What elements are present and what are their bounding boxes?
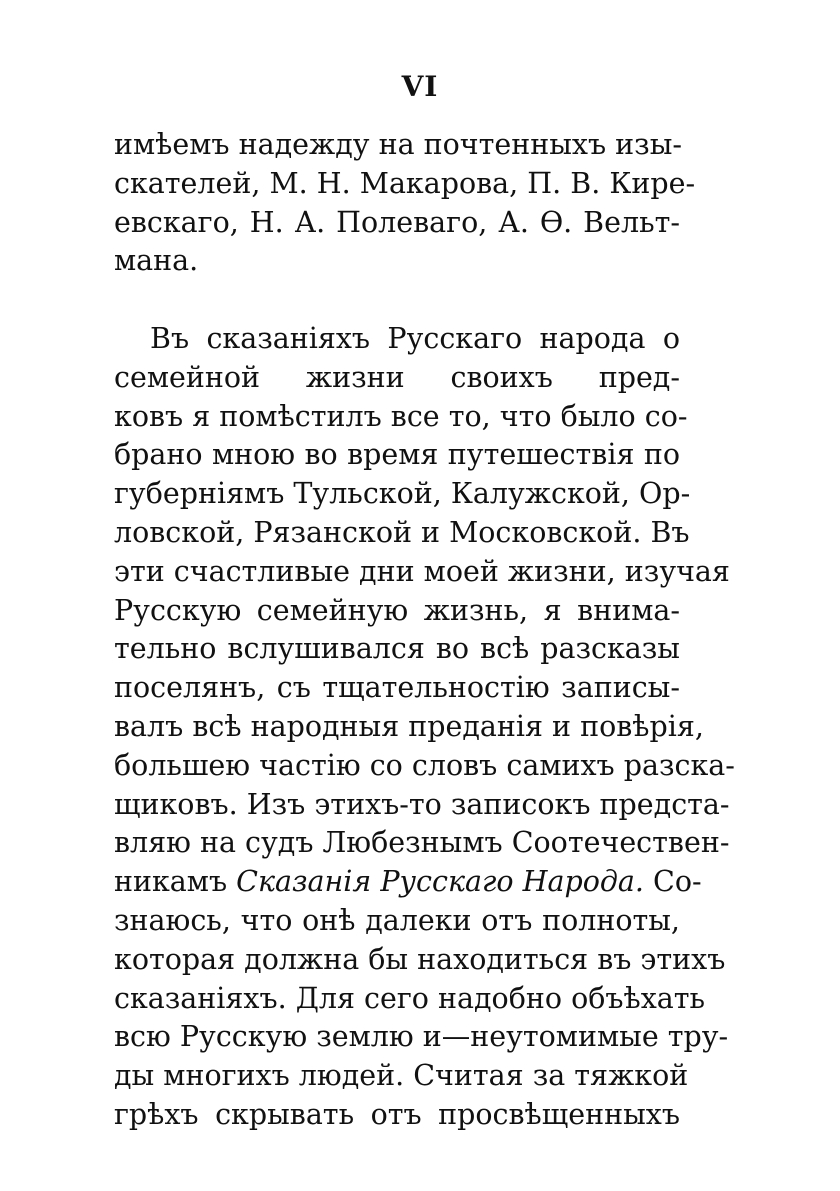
text-line: большею частiю со словъ самихъ разска- xyxy=(114,748,735,782)
text-line: знаюсь, что онѣ далеки отъ полноты, xyxy=(114,903,680,937)
line-suffix: Со- xyxy=(653,865,702,899)
text-line: валъ всѣ народныя преданiя и повѣрiя, xyxy=(114,709,704,743)
text-line-with-title xyxy=(114,863,702,902)
page-number: VI xyxy=(401,70,439,103)
text-line: эти счастливые дни моей жизни, изучая xyxy=(114,554,730,588)
text-line: семейной жизни своихъ пред- xyxy=(114,360,680,394)
line-prefix: никамъ xyxy=(114,865,228,899)
paragraph-1 xyxy=(114,126,696,281)
text-line: ды многихъ людей. Считая за тяжкой xyxy=(114,1059,689,1093)
text-line: брано мною во время путешествiя по xyxy=(114,438,680,472)
text-line: скателей, М. Н. Макарова, П. В. Кире- xyxy=(114,166,696,200)
text-line: Русскую семейную жизнь, я внима- xyxy=(114,593,680,627)
text-line: сказанiяхъ. Для сего надобно объѣхать xyxy=(114,981,706,1015)
text-line: которая должна бы находиться въ этихъ xyxy=(114,942,726,976)
text-line: грѣхъ скрывать отъ просвѣщенныхъ xyxy=(114,1097,680,1131)
text-line: тельно вслушивался во всѣ разсказы xyxy=(114,632,680,666)
book-title: Сказанiя Русскаго Народа. xyxy=(236,865,644,899)
text-line: губернiямъ Тульской, Калужской, Ор- xyxy=(114,477,691,511)
text-line: щиковъ. Изъ этихъ-то записокъ предста- xyxy=(114,787,730,821)
paragraph-2 xyxy=(114,320,735,1135)
text-line: мана. xyxy=(114,244,199,278)
text-line: всю Русскую землю и—неутомимые тру- xyxy=(114,1020,729,1054)
text-line: поселянъ, съ тщательностiю записы- xyxy=(114,671,680,705)
text-line: ковъ я помѣстилъ все то, что было со- xyxy=(114,399,688,433)
text-line: имѣемъ надежду на почтенныхъ изы- xyxy=(114,128,683,161)
text-line: Въ сказанiяхъ Русскаго народа о xyxy=(150,322,680,355)
text-line: вляю на судъ Любезнымъ Соотечествен- xyxy=(114,826,730,860)
text-line: евскаго, Н. А. Полеваго, А. Ѳ. Вельт- xyxy=(114,205,680,239)
text-line: ловской, Рязанской и Московской. Въ xyxy=(114,515,690,549)
